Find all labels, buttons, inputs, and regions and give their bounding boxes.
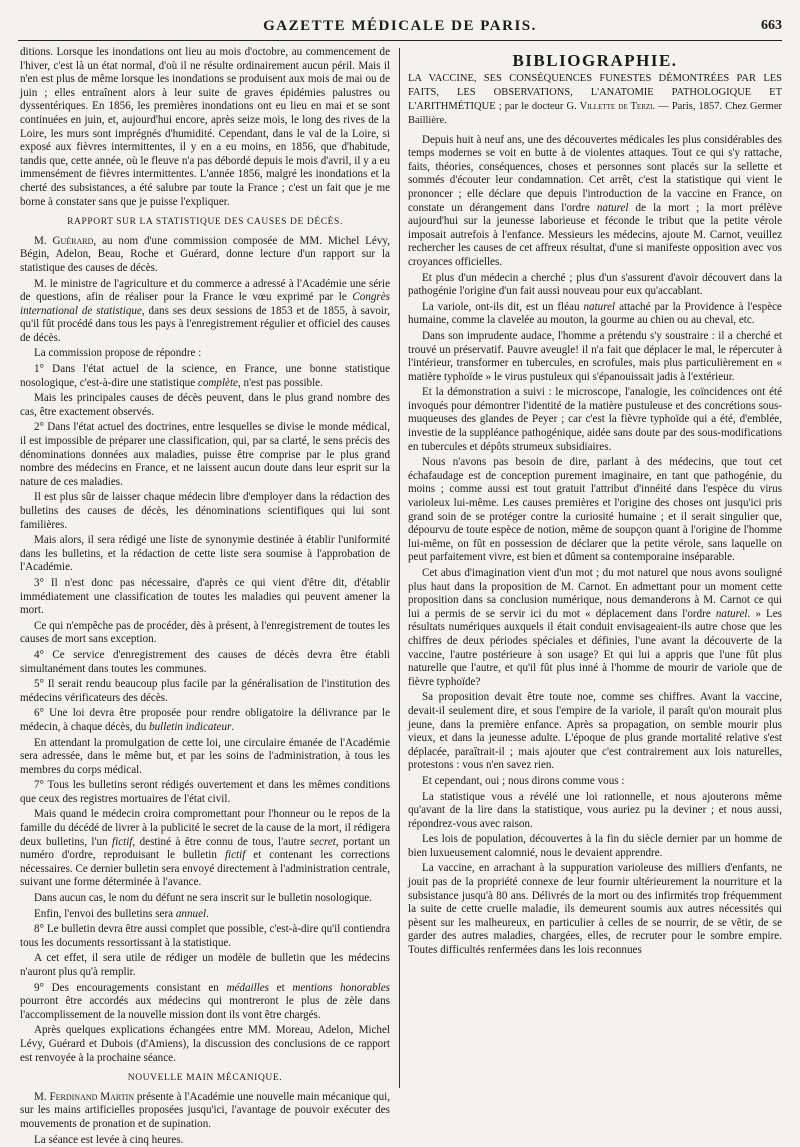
paragraph: 8° Le bulletin devra être aussi complet que possible, c'est-à-dire qu'il contiendra tous les documents ressortissant à la statistique.: [20, 923, 390, 949]
paragraph: Enfin, l'envoi des bulletins sera annuel.: [34, 907, 209, 920]
paragraph: Dans aucun cas, le nom du défunt ne sera inscrit sur le bulletin nosologique.: [34, 892, 372, 905]
paragraph: A cet effet, il sera utile de rédiger un modèle de bulletin que les médecins n'auront plus qu'à remplir.: [20, 952, 390, 978]
section-heading-mechanical-hand: NOUVELLE MAIN MÉCANIQUE.: [127, 1073, 283, 1084]
paragraph: Et cependant, oui ; nous dirons comme vous :: [422, 774, 625, 787]
paragraph: Mais les principales causes de décès peuvent, dans le plus grand nombre des cas, être exactement observés.: [20, 392, 390, 418]
paragraph: ditions. Lorsque les inondations ont lieu au mois d'octobre, au commencement de l'hiver, c'est là un état normal, d'où il ne résulte ordinairement aucun péril. Mais il n'en est plus de même lorsque les inondations se produisent aux mois de mai ou de juin ; elles entraînent alors à leur suite de graves épidémies palustres ou dyssentériques. En 1856, les premières inondations ont eu lieu en mai et se sont continuées en juin, et, aujourd'hui encore, après seize mois, le long des rives de la Loire, les murs sont imprégnés d'humidité. Cependant, dans le val de la Loire, si exposé aux fièvres intermittentes, il y en a eu moins, en 1856, que d'habitude, tandis que, cette année, où le fleuve n'a pas débordé depuis le mois d'avril, il y a eu immensément de fièvres intermittentes. L'année 1856, malgré les inondations et la cherté des subsistances, a été salubre par toute la France ; c'est un fait que je me borne à constater sans que je puisse l'expliquer.: [20, 46, 390, 208]
paragraph: Dans son imprudente audace, l'homme a prétendu s'y soustraire : il a cherché et trouvé un préservatif. Pauvre aveugle! il n'a fait que déplacer le mal, le répercuter à l'intérieur, transformer en tubercules, en scrofules, mais plus particulièrement en « matière typhoïde » le virus pustuleux qui s'épanouissait jadis à l'extérieur.: [408, 329, 782, 383]
section-heading-bibliography: BIBLIOGRAPHIE.: [512, 51, 678, 70]
paragraph: Les lois de population, découvertes à la fin du siècle dernier par un homme de bien luxueusement calomnié, nous le devaient apprendre.: [408, 833, 782, 859]
paragraph: 9° Des encouragements consistant en médailles et mentions honorables pourront être accordés aux médecins qui montreront le plus de zèle dans l'accomplissement de la nouvelle mission dont ils vont être chargés.: [20, 981, 390, 1021]
paragraph: La variole, ont-ils dit, est un fléau naturel attaché par la Providence à l'espèce humaine, comme la clavelée au mouton, la gourme au chien ou au cheval, etc.: [408, 300, 782, 327]
column-divider: [399, 48, 400, 1088]
paragraph: En attendant la promulgation de cette loi, une circulaire émanée de l'Académie sera adressée, dans le même but, et par les soins de l'administration, à tous les membres du corps médical.: [20, 736, 390, 776]
page-number: 663: [761, 18, 782, 33]
paragraph: Cet abus d'imagination vient d'un mot ; du mot naturel que nous avons souligné plus haut dans la proposition de M. Carnot. En admettant pour un moment cette proposition dans sa conclusion numérique, nous demanderons à M. Carnot ce qui lui a permis de se servir ici du mot « déplacement dans l'ordre naturel. » Les résultats numériques auxquels il était conduit envisageaient-ils autre chose que les chiffres de deux périodes spéciales et définies, l'une avant la découverte de la vaccine, l'autre postérieure à son usage? Et qui lui a appris que l'une fût plus naturelle que l'autre, et qu'il fût plus inné à l'homme de mourir de variole que de fièvre typhoïde?: [408, 567, 783, 688]
journal-title: GAZETTE MÉDICALE DE PARIS.: [263, 18, 537, 34]
speaker-name: M. Ferdinand Martin: [34, 1090, 135, 1103]
paragraph: Et plus d'un médecin a cherché ; plus d'un s'assurent d'avoir découvert dans la pathogénie l'origine d'un fait aussi nouveau pour eux qu'accablant.: [408, 271, 782, 298]
paragraph: 5° Il serait rendu beaucoup plus facile par la généralisation de l'institution des médecins vérificateurs des décès.: [20, 678, 390, 704]
left-column: [20, 46, 391, 1146]
paragraph: 1° Dans l'état actuel de la science, en France, une bonne statistique nosologique, c'est-à-dire une statistique complète, n'est pas possible.: [20, 363, 390, 389]
speaker-name: M. Guérard: [34, 234, 94, 247]
paragraph: Mais alors, il sera rédigé une liste de synonymie destinée à établir l'uniformité dans les bulletins, et la rédaction de cette liste sera soumise à l'approbation de l'Académie.: [20, 534, 390, 574]
right-column: [408, 46, 782, 1088]
author-name: G. Villette de Terzi: [566, 100, 653, 112]
paragraph: 6° Une loi devra être proposée pour rendre obligatoire la délivrance par le médecin, à chaque décès, du bulletin indicateur.: [20, 707, 390, 733]
book-reference: LA VACCINE, SES CONSÉQUENCES FUNESTES DÉMONTRÉES PAR LES FAITS, LES OBSERVATIONS, L'ANATOMIE PATHOLOGIQUE ET L'ARITHMÉTIQUE ; par le docteur G. Villette de Terzi. — Paris, 1857. Chez Germer Baillière.: [408, 72, 782, 126]
paragraph: Ce qui n'empêche pas de procéder, dès à présent, à l'enregistrement de toutes les causes de mort sans exception.: [20, 619, 390, 646]
section-heading-statistics: RAPPORT SUR LA STATISTIQUE DES CAUSES DE DÉCÈS.: [67, 217, 343, 228]
paragraph: Il est plus sûr de laisser chaque médecin libre d'employer dans la rédaction des bulletins des causes de décès, les dénominations scientifiques qui lui sont familières.: [20, 491, 390, 531]
paragraph: M. le ministre de l'agriculture et du commerce a adressé à l'Académie une série de questions, afin de réaliser pour la France le vœu exprimé par le Congrès international de statistique, dans ses deux sessions de 1853 et de 1855, à savoir, qu'il fût procédé dans tous les pays à l'enregistrement régulier et officiel des causes de décès.: [20, 277, 391, 344]
paragraph: M. Guérard, au nom d'une commission composée de MM. Michel Lévy, Bégin, Adelon, Beau, Roche et Guérard, donne lecture d'un rapport sur la statistique des causes de décès.: [20, 234, 390, 274]
paragraph: 7° Tous les bulletins seront rédigés ouvertement et dans les mêmes conditions que ceux des registres mortuaires de l'état civil.: [20, 779, 390, 805]
paragraph: 4° Ce service d'enregistrement des causes de décès devra être établi simultanément dans toutes les communes.: [20, 648, 390, 675]
page-header: [18, 14, 782, 41]
paragraph: M. Ferdinand Martin présente à l'Académie une nouvelle main mécanique qui, sur les mains artificielles proposées jusqu'ici, l'avantage de pouvoir exécuter des mouvements de pronation et de supination.: [20, 1090, 391, 1130]
paragraph: Après quelques explications échangées entre MM. Moreau, Adelon, Michel Lévy, Guérard et Dubois (d'Amiens), la discussion des conclusions de ce rapport est renvoyée à la prochaine séance.: [20, 1024, 390, 1064]
paragraph: Depuis huit à neuf ans, une des découvertes médicales les plus considérables des temps modernes se voit en butte à de violentes attaques. Tout ce qui s'y rattache, faits, théories, conséquences, choses et personnes sont placés sur la sellette et sommés d'écouter leur condamnation. Cet arrêt, c'est la statistique qui vient le prononcer ; elle déclare que depuis l'introduction de la vaccine en France, on constate un dérangement dans l'ordre naturel de la mort ; la mort prélève aujourd'hui sur la jeunesse laborieuse et féconde le tribut que la petite vérole imposait autrefois à l'enfance. Messieurs les médecins, ajoute M. Carnot, veuillez rechercher les causes de cet affreux résultat, d'une si manifeste opposition avec vos croyances officielles.: [408, 133, 782, 268]
paragraph: La commission propose de répondre :: [34, 347, 202, 360]
paragraph: La séance est levée à cinq heures.: [34, 1133, 184, 1146]
paragraph: Mais quand le médecin croira compromettant pour l'honneur ou le repos de la famille du décédé de livrer à la publicité le secret de la cause de la mort, il rédigera deux bulletins, l'un fictif, destiné à être connu de tous, l'autre secret, portant un numéro d'ordre, reproduisant le bulletin fictif et contenant les corrections nécessaires. Ce dernier bulletin sera envoyé directement à l'administration centrale, suivant une forme déterminée à l'avance.: [20, 808, 390, 889]
paragraph: La vaccine, en arrachant à la suppuration varioleuse des milliers d'enfants, ne jouit pas de la propriété connexe de leur fournir ultérieurement la nourriture et la subsistance jusqu'à 80 ans. Délivrés de la mort ou des infirmités trop fréquemment la suite de cette cruelle maladie, ils demeurent soumis aux autres nécessités qui pèsent sur les malheureux, en particulier à celles de se nourrir, de se vêtir, de se garder des autres maladies, chargées, elles, de recruter pour le sombre empire. Toutes difficultés renfermées dans les lois reconnues: [408, 862, 782, 957]
paragraph: La statistique vous a révélé une loi rationnelle, et nous ajouterons même qu'avant de la lire dans la statistique, vous auriez pu la deviner ; et nous aussi, répondrez-vous avec raison.: [408, 790, 782, 830]
paragraph: Sa proposition devait être toute noe, comme ses chiffres. Avant la vaccine, devait-il seulement dire, et sous l'empire de la variole, il paraît qu'on mourait plus jeune, dans la première enfance. Après sa propagation, on semble mourir plus vieux, et dans la jeunesse adulte. L'époque de plus grande mortalité relative s'est déplacée, paraîtrait-il ; mais ajouter que c'est contrairement aux lois naturelles, protestons : vous n'en savez rien.: [408, 691, 782, 772]
paragraph: 3° Il n'est donc pas nécessaire, d'après ce qui vient d'être dit, d'établir immédiatement une classification de toutes les maladies qui peuvent amener la mort.: [20, 576, 390, 617]
paragraph: 2° Dans l'état actuel des doctrines, entre lesquelles se divise le monde médical, il est impossible de préparer une classification, qui, par sa clarté, le sens précis des dénominations données aux maladies, puisse être comprise par le plus grand nombre des médecins en France, et ne laissent aucun doute dans leur esprit sur la nature de ces maladies.: [20, 421, 390, 488]
paragraph: Nous n'avons pas besoin de dire, parlant à des médecins, que tout cet échafaudage est de conception purement imaginaire, en tant que pathogénie, du moins ; comme aussi est tout gratuit l'attribut d'innéité dans l'espèce du virus varioleux lui-même. Les causes premières et l'origine des choses ont jusqu'ici pris grand soin de se protéger contre la curiosité humaine ; et il serait singulier que, dépourvu de toute espèce de notion, même de soupçon quant à l'origine de l'homme lui-même, on fût en possession de déclarer que la petite vérole, sans laquelle on peut parfaitement vivre, est bien et dûment sa contemporaine inséparable.: [408, 456, 782, 564]
paragraph: Et la démonstration a suivi : le microscope, l'analogie, les coïncidences ont été invoqués pour démontrer l'identité de la matière pustuleuse et des concrétions sous-muqueuses des glandes de Peyer ; car c'est la fièvre typhoïde qui a été, d'emblée, investie de la suppléance pathogénique, aidée sans doute par des sous-modifications en tubercules et dépôts strumeux subsidiaires.: [408, 386, 782, 453]
